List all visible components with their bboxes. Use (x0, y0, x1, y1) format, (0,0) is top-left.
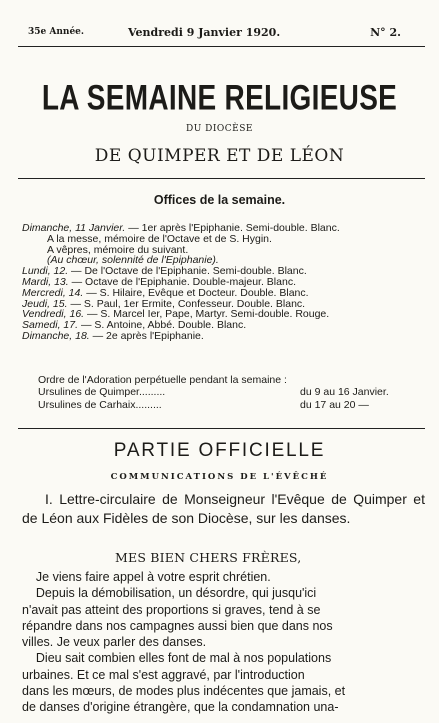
office-day: Dimanche, 11 Janvier. (22, 222, 126, 234)
issue-number: N° 2. (370, 26, 401, 39)
office-day: Samedi, 17. (22, 319, 79, 332)
office-text: A vêpres, mémoire du suivant. (47, 243, 189, 256)
letter-body (22, 569, 427, 716)
body-line: dans les mœurs, de modes plus indécentes que jamais, et (22, 684, 346, 699)
salutation: MES BIEN CHERS FRÈRES, (115, 550, 302, 565)
adoration-intro: Ordre de l'Adoration perpétuelle pendant la semaine : (38, 374, 287, 386)
office-line (22, 331, 429, 342)
office-day: Jeudi, 15. (22, 297, 68, 310)
office-day: Mardi, 13. (22, 275, 69, 288)
office-day: Lundi, 12. (22, 265, 69, 278)
letter-title-text: I. Lettre-circulaire de Monseigneur l'Evêque de Quimper et de Léon aux Fidèles de son Diocèse, sur les danses. (22, 491, 425, 526)
publication-title: LA SEMAINE RELIGIEUSE (41, 78, 398, 117)
body-line: Dieu sait combien elles font de mal à nos populations (22, 651, 332, 666)
office-day: (Au chœur, solennité de l'Epiphanie). (47, 254, 219, 267)
diocese-prefix: DU DIOCÈSE (185, 124, 253, 134)
body-line: urbaines. Et ce mal s'est aggravé, par l'introduction (22, 667, 305, 682)
office-text: — 2e après l'Epiphanie. (89, 329, 204, 342)
offices-heading: Offices de la semaine. (153, 193, 286, 207)
top-divider (18, 46, 425, 47)
section-divider (18, 428, 425, 429)
office-day: Dimanche, 18. (22, 329, 90, 342)
office-text: — S. Antoine, Abbé. Double. Blanc. (78, 319, 247, 332)
body-line: de danses d'origine étrangère, que la condamnation una- (22, 700, 339, 715)
adoration-row (38, 386, 429, 398)
adoration-section (38, 374, 429, 411)
office-text: — S. Paul, 1er Ermite, Confesseur. Double. Blanc. (67, 297, 306, 310)
issue-year: 35e Année. (28, 27, 85, 37)
adoration-place: Ursulines de Carhaix......... (38, 398, 162, 411)
office-text: A la messe, mémoire de l'Octave et de S. Hygin. (47, 232, 272, 245)
section-heading: PARTIE OFFICIELLE (113, 440, 326, 461)
body-line: Je viens faire appel à votre esprit chrétien. (22, 570, 271, 584)
adoration-dates: du 17 au 20 — (300, 398, 369, 411)
office-text: — Octave de l'Epiphanie. Double-majeur. Blanc. (68, 275, 296, 288)
adoration-dates: du 9 au 16 Janvier. (300, 386, 389, 399)
masthead-row (28, 26, 423, 40)
body-line: répandre dans nos campagnes aussi bien que dans nos (22, 618, 333, 633)
office-text: — De l'Octave de l'Epiphanie. Semi-double. Blanc. (68, 265, 307, 278)
letter-title (22, 490, 425, 528)
body-line: n'avait pas atteint des proportions si graves, tend à se (22, 602, 321, 617)
office-text: — S. Marcel Ier, Pape, Martyr. Semi-double. Rouge. (84, 308, 330, 321)
body-line: Depuis la démobilisation, un désordre, qui jusqu'ici (22, 586, 317, 601)
office-text: — 1er après l'Epiphanie. Semi-double. Blanc. (125, 222, 340, 234)
diocese-name: DE QUIMPER ET DE LÉON (94, 146, 345, 166)
body-line: villes. Je veux parler des danses. (22, 635, 207, 650)
adoration-row (38, 399, 429, 411)
adoration-place: Ursulines de Quimper......... (38, 386, 166, 399)
office-day: Vendredi, 16. (22, 308, 85, 321)
office-text: — S. Hilaire, Evêque et Docteur. Double. Blanc. (83, 286, 309, 299)
title-divider (18, 178, 425, 179)
offices-list (22, 223, 429, 342)
issue-date: Vendredi 9 Janvier 1920. (128, 26, 281, 39)
office-day: Mercredi, 14. (22, 286, 84, 299)
subsection-heading: COMMUNICATIONS DE L'ÉVÊCHÉ (110, 472, 329, 482)
